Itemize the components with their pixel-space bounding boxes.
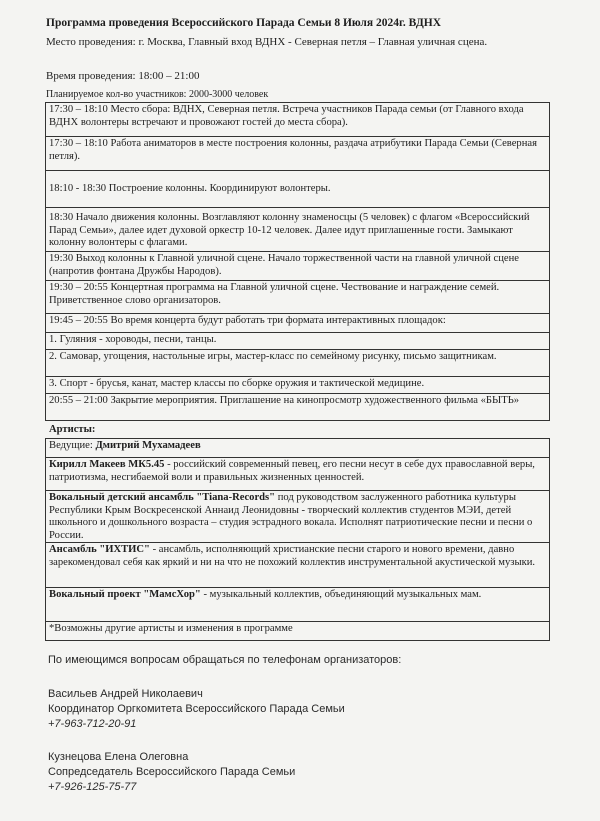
schedule-row: 17:30 – 18:10 Место сбора: ВДНХ, Северная петля. Встреча участников Парада семьи (от Главного входа ВДНХ волонтеры встречают и провожают гостей до места сбора). (45, 102, 550, 137)
artist-row (45, 587, 550, 622)
schedule-row: 18:30 Начало движения колонны. Возглавляют колонну знаменосцы (5 человек) с флагом «Всероссийский Парад Семьи», далее идет духовой оркестр 10-12 человек. Далее идут приглашенные гости. Замыкают колонну волонтеры с флагами. (45, 207, 550, 252)
artist-desc: - ансамбль, исполняющий христианские песни старого и нового времени, давно зарекомендовал себя как яркий и ни на что не похожий коллектив инструментальной акустической музыки. (49, 544, 536, 568)
schedule-row: 19:30 – 20:55 Концертная программа на Главной уличной сцене. Чествование и награждение семей. Приветственное слово организаторов. (45, 280, 550, 314)
participants-line: Планируемое кол-во участников: 2000-3000 человек (46, 89, 269, 100)
schedule-row: 18:10 - 18:30 Построение колонны. Координируют волонтеры. (45, 170, 550, 208)
schedule-row: 3. Спорт - брусья, канат, мастер классы по сборке оружия и тактической медицине. (45, 376, 550, 394)
note-row: *Возможны другие артисты и изменения в программе (45, 621, 550, 641)
artist-row (45, 490, 550, 543)
artist-name: Кирилл Макеев МК5.45 (49, 459, 165, 470)
host-row (45, 438, 550, 458)
artist-desc: под руководством заслуженного работника культуры Республики Крым Воскресенской Аннаид Леонидовны - творческий коллектив студентов МЭИ, детей школьного и дошкольного возраста – студия эстрадного вокала. Исполнят патриотические песни и песни о России. (49, 492, 533, 541)
contact-phone[interactable]: +7-926-125-75-77 (48, 781, 137, 793)
time-line: Время проведения: 18:00 – 21:00 (46, 70, 200, 82)
schedule-row: 20:55 – 21:00 Закрытие мероприятия. Приглашение на кинопросмотр художественного фильма «БЫТЬ» (45, 393, 550, 421)
document-title: Программа проведения Всероссийского Парада Семьи 8 Июля 2024г. ВДНХ (46, 17, 442, 29)
artist-name: Вокальный детский ансамбль "Tiana-Records" (49, 492, 276, 503)
artists-heading: Артисты: (49, 424, 96, 435)
schedule-row: 17:30 – 18:10 Работа аниматоров в месте построения колонны, раздача атрибутики Парада Семьи (Северная петля). (45, 136, 550, 171)
contact-phone[interactable]: +7-963-712-20-91 (48, 718, 137, 730)
schedule-row: 2. Самовар, угощения, настольные игры, мастер-класс по семейному рисунку, письмо защитникам. (45, 349, 550, 377)
contact-name: Васильев Андрей Николаевич (48, 688, 203, 700)
artist-name: Ансамбль "ИХТИС" (49, 544, 150, 555)
contacts-intro: По имеющимся вопросам обращаться по телефонам организаторов: (48, 654, 402, 666)
host-label: Ведущие: (49, 440, 96, 451)
schedule-row: 19:45 – 20:55 Во время концерта будут работать три формата интерактивных площадок: (45, 313, 550, 333)
artist-desc: - российский современный певец, его песни несут в себе дух православной веры, патриотизма, несгибаемой воли и правильных жизненных ценностей. (49, 459, 535, 483)
contact-block (48, 750, 295, 795)
artist-row (45, 457, 550, 491)
contact-role: Сопредседатель Всероссийского Парада Семьи (48, 766, 296, 778)
contact-block (48, 687, 345, 732)
artist-name: Вокальный проект "МамсХор" (49, 589, 201, 600)
artist-desc: - музыкальный коллектив, объединяющий музыкальных мам. (200, 589, 482, 600)
venue-line: Место проведения: г. Москва, Главный вход ВДНХ - Северная петля – Главная уличная сцена. (46, 36, 488, 48)
contact-name: Кузнецова Елена Олеговна (48, 751, 189, 763)
artist-row (45, 542, 550, 588)
host-name: Дмитрий Мухамадеев (95, 440, 201, 451)
contact-role: Координатор Оргкомитета Всероссийского Парада Семьи (48, 703, 345, 715)
schedule-row: 19:30 Выход колонны к Главной уличной сцене. Начало торжественной части на главной уличной сцене (напротив фонтана Дружбы Народов). (45, 251, 550, 281)
schedule-row: 1. Гуляния - хороводы, песни, танцы. (45, 332, 550, 350)
